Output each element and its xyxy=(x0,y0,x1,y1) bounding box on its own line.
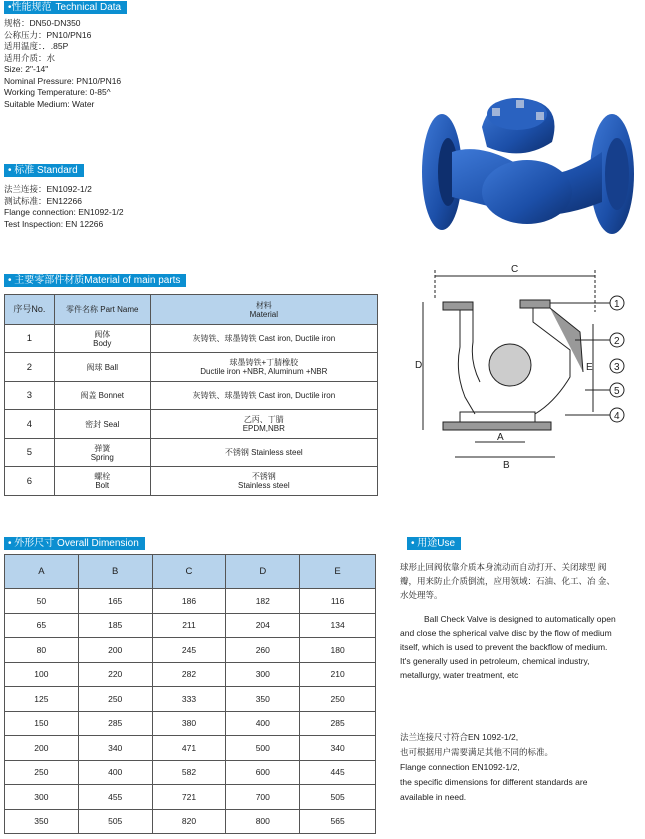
table-row xyxy=(5,353,378,382)
flange-line: the specific dimensions for different standards are xyxy=(400,777,588,787)
materials-header-row xyxy=(5,295,378,325)
dim-col-b: B xyxy=(78,555,152,589)
table-row: 350 505 820 800 565 xyxy=(5,809,376,834)
row-material: 不锈钢 Stainless steel xyxy=(150,467,377,496)
row-part: 螺栓 Bolt xyxy=(54,467,150,496)
row-no: 1 xyxy=(5,325,55,353)
col-material xyxy=(150,295,377,325)
technical-line: Size: 2"-14" xyxy=(4,64,49,74)
usage-cn-line: 球形止回阀依靠介质本身流动而自动打开、关闭球型 阀 xyxy=(400,562,607,572)
standard-header: • 标准 Standard xyxy=(4,164,84,177)
technical-line: 公称压力：PN10/PN16 xyxy=(4,29,92,40)
usage-en-line: It's generally used in petroleum, chemical industry, xyxy=(400,656,590,666)
table-row: 125 250 333 350 250 xyxy=(5,687,376,712)
table-row xyxy=(5,325,378,353)
standard-line: 法兰连接：EN1092-1/2 xyxy=(4,184,92,194)
table-row xyxy=(5,439,378,467)
flange-line: 法兰连接尺寸符合EN 1092-1/2, xyxy=(400,732,519,742)
callout-2: 2 xyxy=(614,336,620,347)
technical-line: 规格：DN50-DN350 xyxy=(4,18,81,28)
row-part: 阀体 Body xyxy=(54,325,150,353)
technical-data-list xyxy=(4,18,121,110)
dim-col-d: D xyxy=(226,555,300,589)
valve-section-drawing xyxy=(415,262,645,472)
row-material: 灰铸铁、球墨铸铁 Cast iron, Ductile iron xyxy=(150,325,377,353)
callout-3: 3 xyxy=(614,362,620,373)
technical-line: 适用温度：．.85P xyxy=(4,41,69,51)
standard-list xyxy=(4,184,124,230)
dim-label-e: E xyxy=(586,362,593,373)
technical-data-header: •性能规范 Technical Data xyxy=(4,1,127,14)
dim-col-c: C xyxy=(152,555,226,589)
dimension-header: • 外形尺寸 Overall Dimension xyxy=(4,537,145,550)
materials-header: • 主要零部件材质Material of main parts xyxy=(4,274,186,287)
usage-en-text xyxy=(400,612,645,682)
table-row xyxy=(5,467,378,496)
usage-en-line: itself, which is used to prevent the backflow of medium. xyxy=(400,642,608,652)
row-no: 5 xyxy=(5,439,55,467)
row-part: 密封 Seal xyxy=(54,410,150,439)
row-no: 6 xyxy=(5,467,55,496)
dim-label-d: D xyxy=(415,360,423,371)
table-row: 150 285 380 400 285 xyxy=(5,711,376,736)
usage-cn-line: 瓣，用来防止介质倒流，应用领域：石油、化工、冶 金、 xyxy=(400,576,615,586)
table-row: 300 455 721 700 505 xyxy=(5,785,376,810)
table-row xyxy=(5,410,378,439)
usage-en-line: and close the spherical valve disc by the flow of medium xyxy=(400,628,612,638)
valve-photo xyxy=(412,72,642,247)
usage-header: • 用途Use xyxy=(407,537,461,550)
standard-line: Flange connection: EN1092-1/2 xyxy=(4,207,124,217)
standard-line: Test Inspection: EN 12266 xyxy=(4,218,104,229)
usage-en-line: Ball Check Valve is designed to automatically open xyxy=(424,614,616,624)
technical-line: Working Temperature: 0-85^ xyxy=(4,87,111,97)
row-part: 阀球 Ball xyxy=(54,353,150,382)
row-material: 球墨铸铁+丁腈橡胶 Ductile iron +NBR, Aluminum +NBR xyxy=(150,353,377,382)
row-material: 乙丙、丁腈 EPDM,NBR xyxy=(150,410,377,439)
standard-line: 测试标准：EN12266 xyxy=(4,195,82,206)
dimension-header-row xyxy=(5,555,376,589)
row-no: 2 xyxy=(5,353,55,382)
row-material: 不锈钢 Stainless steel xyxy=(150,439,377,467)
col-part: 零件名称 Part Name xyxy=(54,295,150,325)
table-row: 65 185 211 204 134 xyxy=(5,613,376,638)
dim-label-c: C xyxy=(511,264,519,275)
dim-label-b: B xyxy=(503,460,510,471)
dim-col-a: A xyxy=(5,555,79,589)
callout-5: 5 xyxy=(614,386,620,397)
table-row: 250 400 582 600 445 xyxy=(5,760,376,785)
technical-line: Suitable Medium: Water xyxy=(4,98,95,109)
flange-line: Flange connection EN1092-1/2, xyxy=(400,762,520,772)
technical-line: Nominal Pressure: PN10/PN16 xyxy=(4,75,122,86)
table-row xyxy=(5,382,378,410)
col-material-cn: 材料 xyxy=(255,300,272,310)
flange-line: available in need. xyxy=(400,792,467,802)
col-material-en: Material xyxy=(249,309,279,319)
row-part: 弹簧 Spring xyxy=(54,439,150,467)
row-no: 3 xyxy=(5,382,55,410)
usage-en-line: metallurgy, water treatment, etc xyxy=(400,670,519,680)
table-row: 50 165 186 182 116 xyxy=(5,589,376,614)
table-row: 200 340 471 500 340 xyxy=(5,736,376,761)
row-part: 阀盖 Bonnet xyxy=(54,382,150,410)
materials-table xyxy=(4,294,378,496)
flange-line: 也可根据用户需要满足其他不同的标准。 xyxy=(400,747,554,757)
table-row: 80 200 245 260 180 xyxy=(5,638,376,663)
callout-1: 1 xyxy=(614,299,620,310)
dimension-table xyxy=(4,554,376,834)
row-material: 灰铸铁、球墨铸铁 Cast iron, Ductile iron xyxy=(150,382,377,410)
flange-note xyxy=(400,730,645,805)
col-no: 序号No. xyxy=(5,295,55,325)
technical-line: 适用介质：水 xyxy=(4,52,56,63)
table-row: 100 220 282 300 210 xyxy=(5,662,376,687)
row-no: 4 xyxy=(5,410,55,439)
usage-cn-text xyxy=(400,560,640,602)
dim-label-a: A xyxy=(497,432,504,443)
usage-cn-line: 水处理等。 xyxy=(400,590,443,600)
callout-4: 4 xyxy=(614,411,620,422)
dim-col-e: E xyxy=(300,555,376,589)
